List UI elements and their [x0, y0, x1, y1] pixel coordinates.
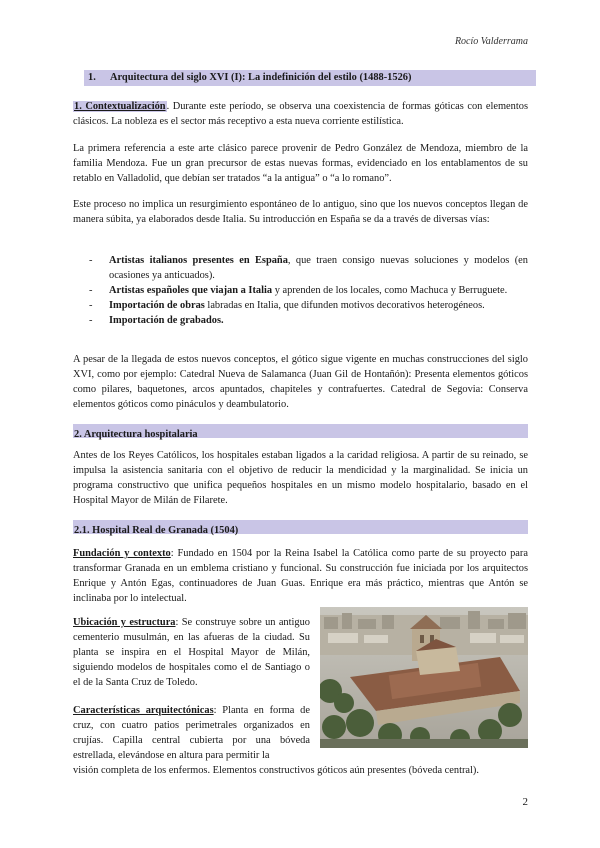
- section-2-heading: 2. Arquitectura hospitalaria: [73, 424, 528, 438]
- caracteristicas-paragraph: Características arquitectónicas: Planta en forma de cruz, con cuatro patios perimetrales organizados en crujías. Capilla central cubierta por una bóveda estrellada, elevándose en altura para permitir la: [73, 705, 310, 761]
- page-number: 2: [522, 796, 528, 808]
- import-routes-list: [73, 253, 528, 328]
- document-title: [84, 70, 536, 86]
- title-text: Arquitectura del siglo XVI (I): La indefinición del estilo (1488-1526): [110, 72, 412, 83]
- caracteristicas-continuation: visión completa de los enfermos. Elementos constructivos góticos aún presentes (bóveda central).: [73, 765, 479, 776]
- title-number: 1.: [88, 72, 96, 83]
- context-paragraph: [73, 99, 528, 129]
- list-item: - Importación de obras labradas en Italia, que difunden motivos decorativos heterogéneos.: [89, 300, 485, 311]
- context-heading: 1. Contextualización: [74, 101, 166, 112]
- author-header: Rocío Valderrama: [454, 36, 528, 47]
- process-paragraph: Este proceso no implica un resurgimiento espontáneo de lo antiguo, sino que los nuevos conceptos llegan de manera súbita, ya elaborados desde Italia. Su introducción en España se da a través de diversas vías:: [73, 199, 528, 225]
- ubicacion-paragraph: Ubicación y estructura: Se construye sobre un antiguo cementerio musulmán, en las afueras de la ciudad. Su planta se inspira en el Hospital Mayor de Milán, siguiendo modelos de hospitales como el de Santiago o el de la Santa Cruz de Toledo.: [73, 617, 310, 688]
- mendoza-paragraph: La primera referencia a este arte clásico parece provenir de Pedro González de Mendoza, miembro de la familia Mendoza. Fue un gran precursor de estas nuevas formas, evidenciado en los entablamentos de su retablo en Valladolid, que debían ser tratados “a la antigua” o “a lo romano”.: [73, 143, 528, 184]
- list-item: - Artistas italianos presentes en España, que traen consigo nuevas soluciones y modelos (en ocasiones ya anticuados).: [89, 255, 528, 281]
- hospital-aerial-photo: [320, 607, 528, 748]
- list-item: - Importación de grabados.: [89, 315, 224, 326]
- fundacion-paragraph: Fundación y contexto: Fundado en 1504 por la Reina Isabel la Católica como parte de su proyecto para transformar Granada en un emblema cristiano y funcional. Su construcción fue iniciada por los arquitectos Enrique y Antón Egas, continuadores de Juan Guas. Enrique era más práctico, mientras que Antón se inclinaba por lo intelectual.: [73, 548, 528, 604]
- context-text: . Durante este período, se observa una coexistencia de formas góticas con elementos clásicos. La nobleza es el sector más receptivo a esta nueva corriente estilística.: [73, 101, 528, 127]
- gothic-paragraph: A pesar de la llegada de estos nuevos conceptos, el gótico sigue vigente en muchas construcciones del siglo XVI, como por ejemplo: Catedral Nueva de Salamanca (Juan Gil de Hontañón): Presenta elementos góticos como pilares, baquetones, arcos apuntados, chapiteles y contrafuertes. Catedral de Segovia: Conserva elementos góticos como pináculos y deambulatorio.: [73, 354, 528, 410]
- section-2-1-heading: 2.1. Hospital Real de Granada (1504): [73, 520, 528, 534]
- hospital-paragraph: Antes de los Reyes Católicos, los hospitales estaban ligados a la caridad religiosa. A partir de su reinado, se impulsa la asistencia sanitaria con el objetivo de reducir la mendicidad y la marginalidad. Se inicia un programa constructivo que unifica pequeños hospitales en un mismo modelo hospitalario, basado en el Hospital Mayor de Milán de Filarete.: [73, 450, 528, 506]
- list-item: - Artistas españoles que viajan a Italia y aprenden de los locales, como Machuca y Berruguete.: [89, 285, 508, 296]
